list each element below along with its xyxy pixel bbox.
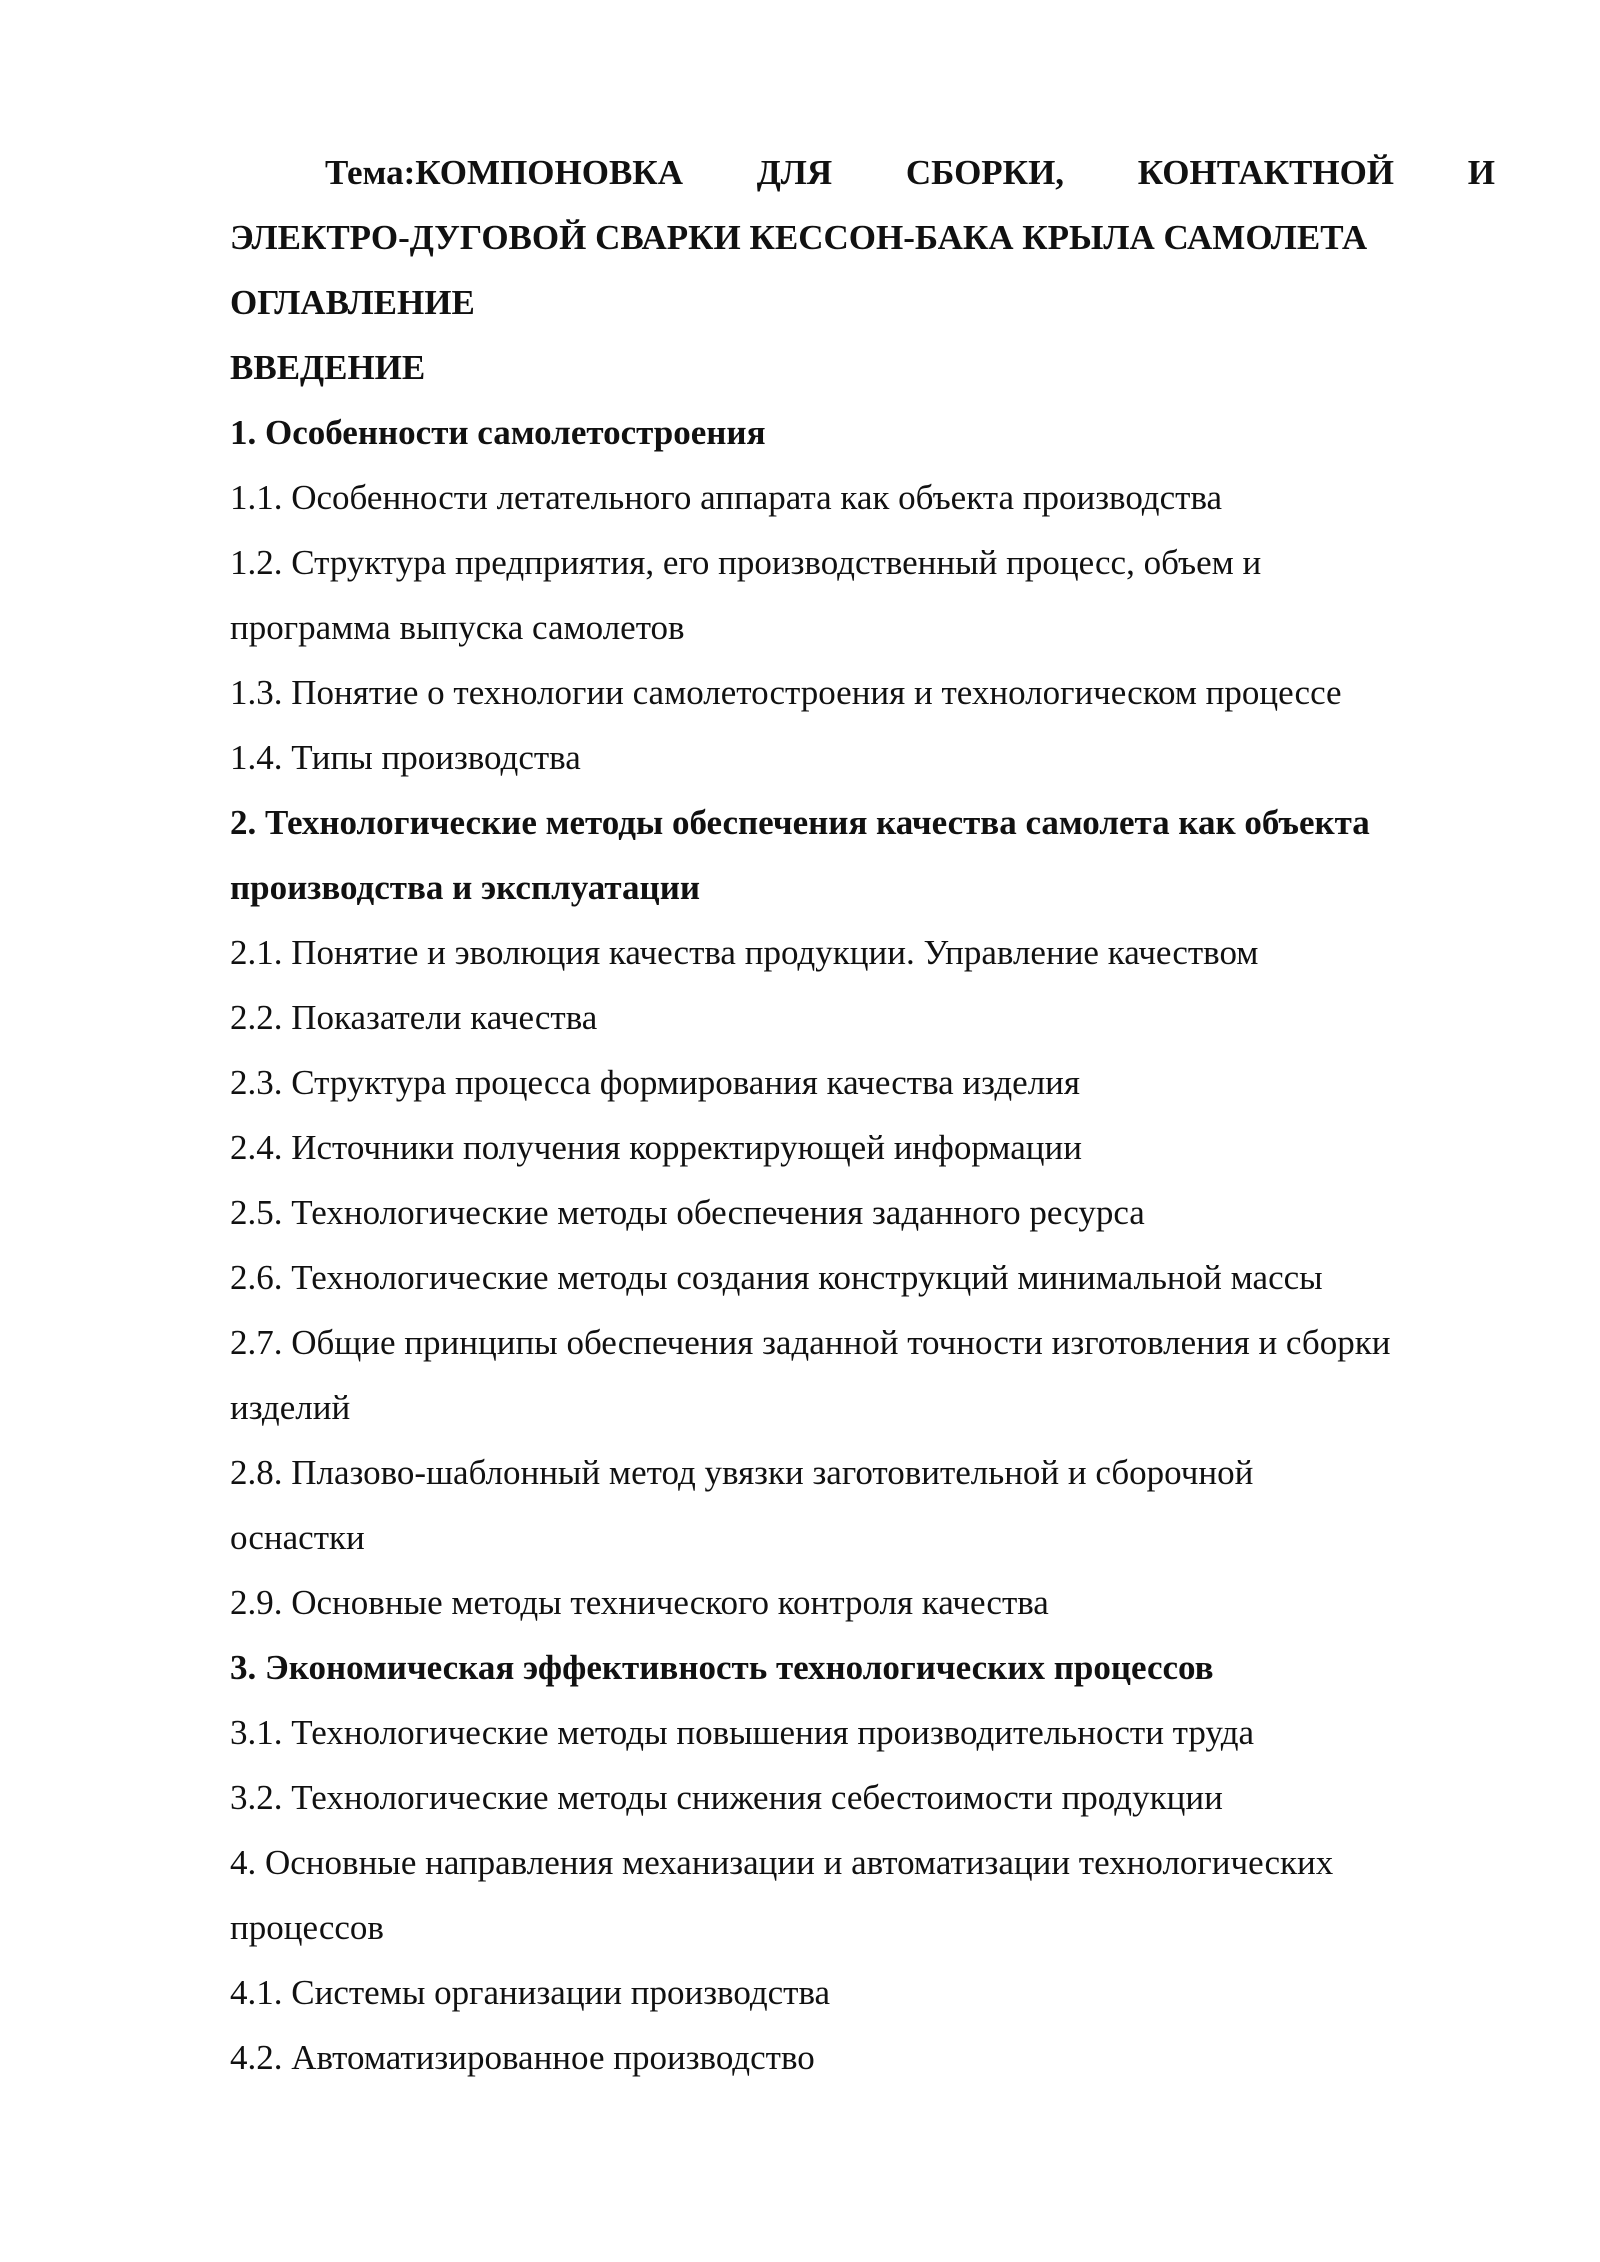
toc-entry: 1.1. Особенности летательного аппарата как объекта производства <box>230 478 1223 517</box>
toc-entry: 1.4. Типы производства <box>230 738 581 777</box>
toc-entry: 1. Особенности самолетостроения <box>230 413 766 452</box>
toc-entry: оснастки <box>230 1518 365 1557</box>
toc-entry: 2.1. Понятие и эволюция качества продукции. Управление качеством <box>230 933 1259 972</box>
toc-entry: 3.1. Технологические методы повышения производительности труда <box>230 1713 1255 1752</box>
toc-entry: 2.5. Технологические методы обеспечения заданного ресурса <box>230 1193 1145 1232</box>
toc-entry: процессов <box>230 1908 384 1947</box>
toc-entry: изделий <box>230 1388 351 1427</box>
toc-entry: 4.1. Системы организации производства <box>230 1973 831 2012</box>
toc-entry: 2.2. Показатели качества <box>230 998 598 1037</box>
toc-entry: программа выпуска самолетов <box>230 608 685 647</box>
toc-entry: 2.4. Источники получения корректирующей информации <box>230 1128 1082 1167</box>
toc-entry: 3.2. Технологические методы снижения себестоимости продукции <box>230 1778 1223 1817</box>
toc-entry: 2.7. Общие принципы обеспечения заданной точности изготовления и сборки <box>230 1323 1391 1362</box>
toc-entry: ВВЕДЕНИЕ <box>230 348 426 387</box>
document-title <box>230 140 1495 270</box>
toc-entry: 2.8. Плазово-шаблонный метод увязки заготовительной и сборочной <box>230 1453 1254 1492</box>
toc-entry: 2. Технологические методы обеспечения качества самолета как объекта <box>230 803 1370 842</box>
toc-heading: ОГЛАВЛЕНИЕ <box>230 283 475 322</box>
toc-entry: 3. Экономическая эффективность технологических процессов <box>230 1648 1214 1687</box>
toc-entry: 4.2. Автоматизированное производство <box>230 2038 815 2077</box>
document-page <box>230 140 1495 2090</box>
toc-entry: 2.6. Технологические методы создания конструкций минимальной массы <box>230 1258 1323 1297</box>
toc-entry: производства и эксплуатации <box>230 868 701 907</box>
table-of-contents <box>230 335 1495 2090</box>
title-line-1: Тема:КОМПОНОВКА ДЛЯ СБОРКИ, КОНТАКТНОЙ И <box>325 153 1495 192</box>
toc-entry: 4. Основные направления механизации и автоматизации технологических <box>230 1843 1334 1882</box>
title-line-2: ЭЛЕКТРО-ДУГОВОЙ СВАРКИ КЕССОН-БАКА КРЫЛА САМОЛЕТА <box>230 218 1368 257</box>
toc-entry: 1.2. Структура предприятия, его производственный процесс, объем и <box>230 543 1262 582</box>
toc-entry: 2.3. Структура процесса формирования качества изделия <box>230 1063 1080 1102</box>
toc-entry: 2.9. Основные методы технического контроля качества <box>230 1583 1049 1622</box>
toc-entry: 1.3. Понятие о технологии самолетостроения и технологическом процессе <box>230 673 1342 712</box>
